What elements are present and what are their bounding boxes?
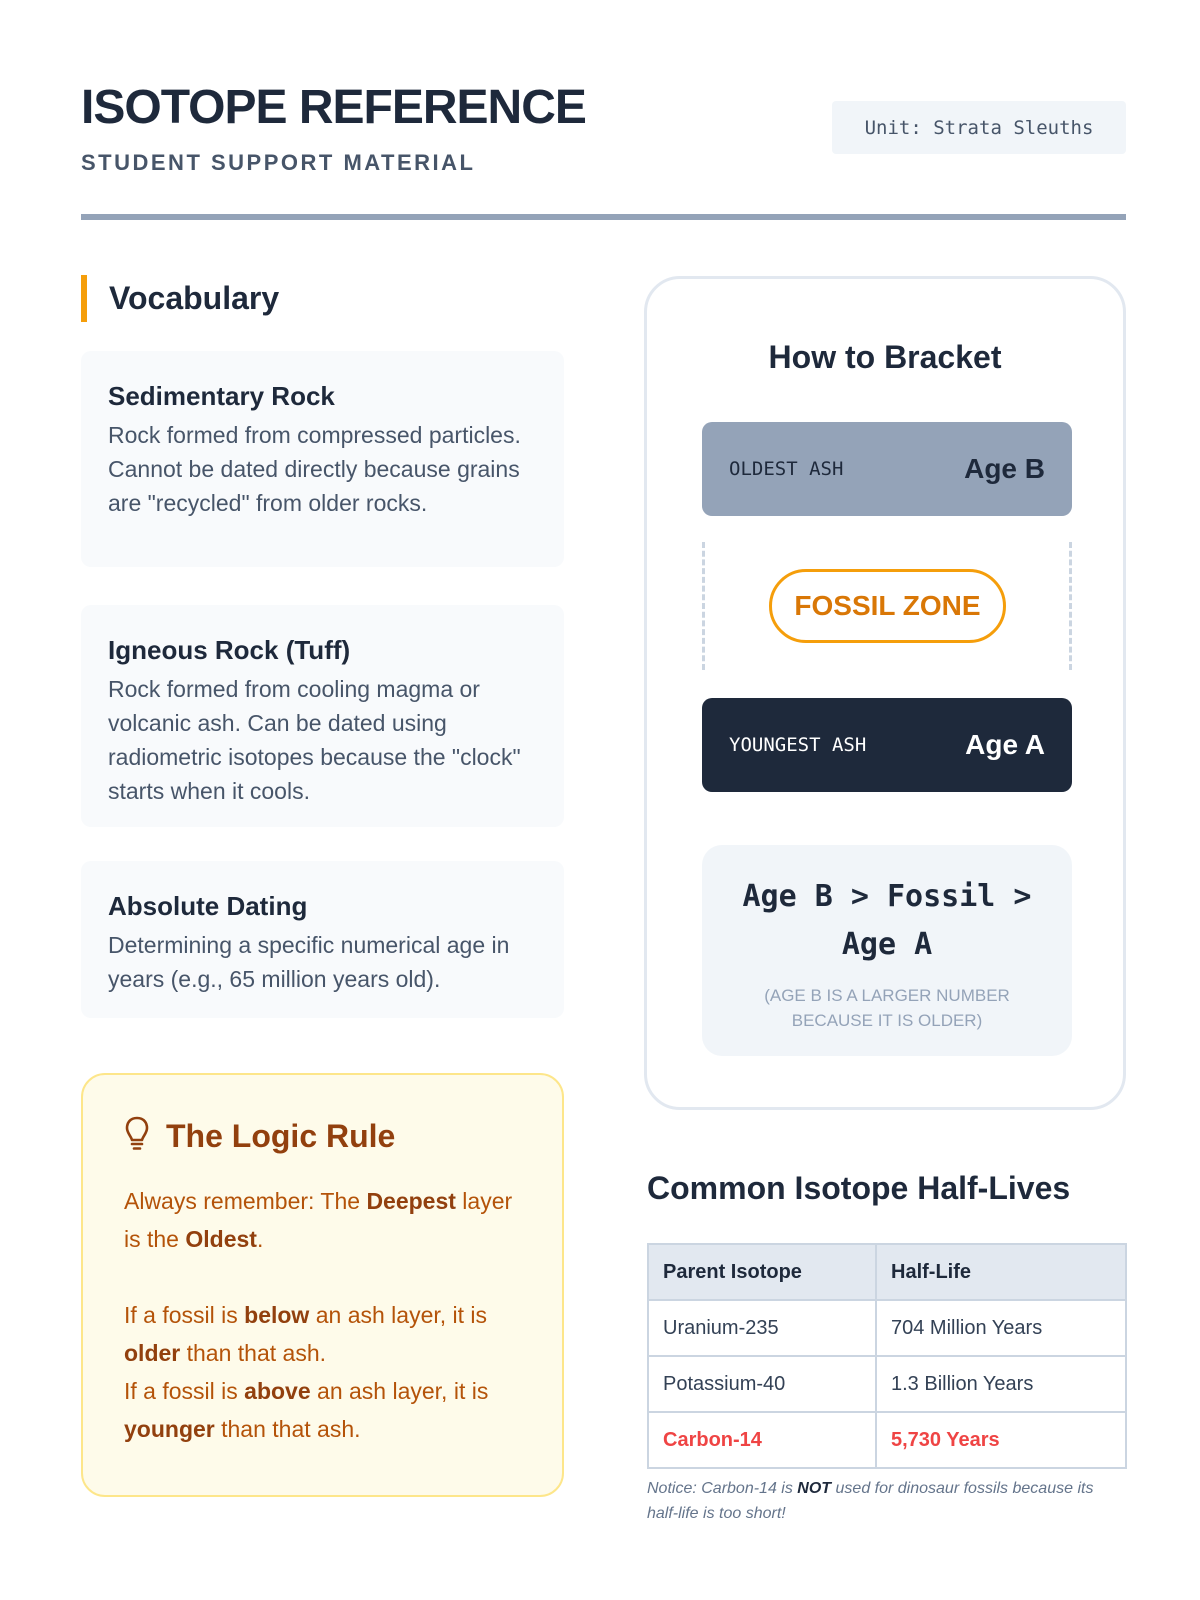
table-cell: 704 Million Years: [876, 1300, 1126, 1356]
vocab-card-sedimentary: [81, 351, 564, 567]
vocab-term: Sedimentary Rock: [108, 381, 335, 411]
page-subtitle: STUDENT SUPPORT MATERIAL: [81, 150, 476, 175]
table-cell: 1.3 Billion Years: [876, 1356, 1126, 1412]
bracket-panel: [644, 276, 1126, 1110]
half-lives-heading: Common Isotope Half-Lives: [647, 1170, 1071, 1206]
vocab-definition: Rock formed from compressed particles. Cannot be dated directly because grains are "recycled" from older rocks.: [108, 422, 521, 516]
layer-label: YOUNGEST ASH: [729, 734, 867, 756]
dashed-guide-left: [702, 542, 705, 670]
page-header: [81, 81, 586, 176]
table-row: [648, 1356, 1126, 1412]
vocab-term: Absolute Dating: [108, 891, 308, 921]
logic-rule-title: The Logic Rule: [166, 1118, 396, 1154]
table-cell: Carbon-14: [648, 1412, 876, 1468]
column-header: Half-Life: [876, 1244, 1126, 1300]
header-divider: [81, 214, 1126, 220]
vocabulary-heading: Vocabulary: [81, 275, 279, 322]
formula-box: [702, 845, 1072, 1056]
logic-rule-line: Always remember: The Deepest layer is the Oldest.: [124, 1188, 513, 1252]
vocab-term: Igneous Rock (Tuff): [108, 635, 351, 665]
table-cell: Potassium-40: [648, 1356, 876, 1412]
formula-note: (AGE B IS A LARGER NUMBER BECAUSE IT IS OLDER): [764, 986, 1010, 1030]
bracket-formula: Age B > Fossil > Age A: [742, 879, 1032, 962]
logic-rule-line: If a fossil is above an ash layer, it is younger than that ash.: [124, 1378, 489, 1442]
unit-tag: Unit: Strata Sleuths: [832, 101, 1126, 154]
lightbulb-icon: [124, 1115, 150, 1158]
vocab-definition: Rock formed from cooling magma or volcanic ash. Can be dated using radiometric isotopes because the "clock" starts when it cools.: [108, 676, 521, 804]
vocab-card-igneous: [81, 605, 564, 827]
layer-age: Age B: [964, 453, 1045, 484]
logic-rule-box: [81, 1073, 564, 1497]
bracket-title: How to Bracket: [768, 339, 1002, 375]
layer-label: OLDEST ASH: [729, 458, 844, 480]
column-header: Parent Isotope: [648, 1244, 876, 1300]
carbon-notice: Notice: Carbon-14 is NOT used for dinosaur fossils because its half-life is too short!: [647, 1480, 1094, 1522]
dashed-guide-right: [1069, 542, 1072, 670]
table-cell: Uranium-235: [648, 1300, 876, 1356]
table-row: [648, 1300, 1126, 1356]
layer-age: Age A: [965, 729, 1045, 760]
vocab-definition: Determining a specific numerical age in years (e.g., 65 million years old).: [108, 932, 510, 992]
youngest-ash-layer: [702, 698, 1072, 792]
table-row-highlighted: [648, 1412, 1126, 1468]
logic-rule-header: [124, 1115, 522, 1158]
logic-rule-line: If a fossil is below an ash layer, it is older than that ash.: [124, 1302, 488, 1366]
half-lives-table: [647, 1243, 1127, 1469]
page-title: ISOTOPE REFERENCE: [81, 81, 586, 134]
fossil-zone-badge: FOSSIL ZONE: [769, 569, 1006, 643]
table-cell: 5,730 Years: [876, 1412, 1126, 1468]
vocab-card-absolute-dating: [81, 861, 564, 1018]
table-header-row: [648, 1244, 1126, 1300]
oldest-ash-layer: [702, 422, 1072, 516]
